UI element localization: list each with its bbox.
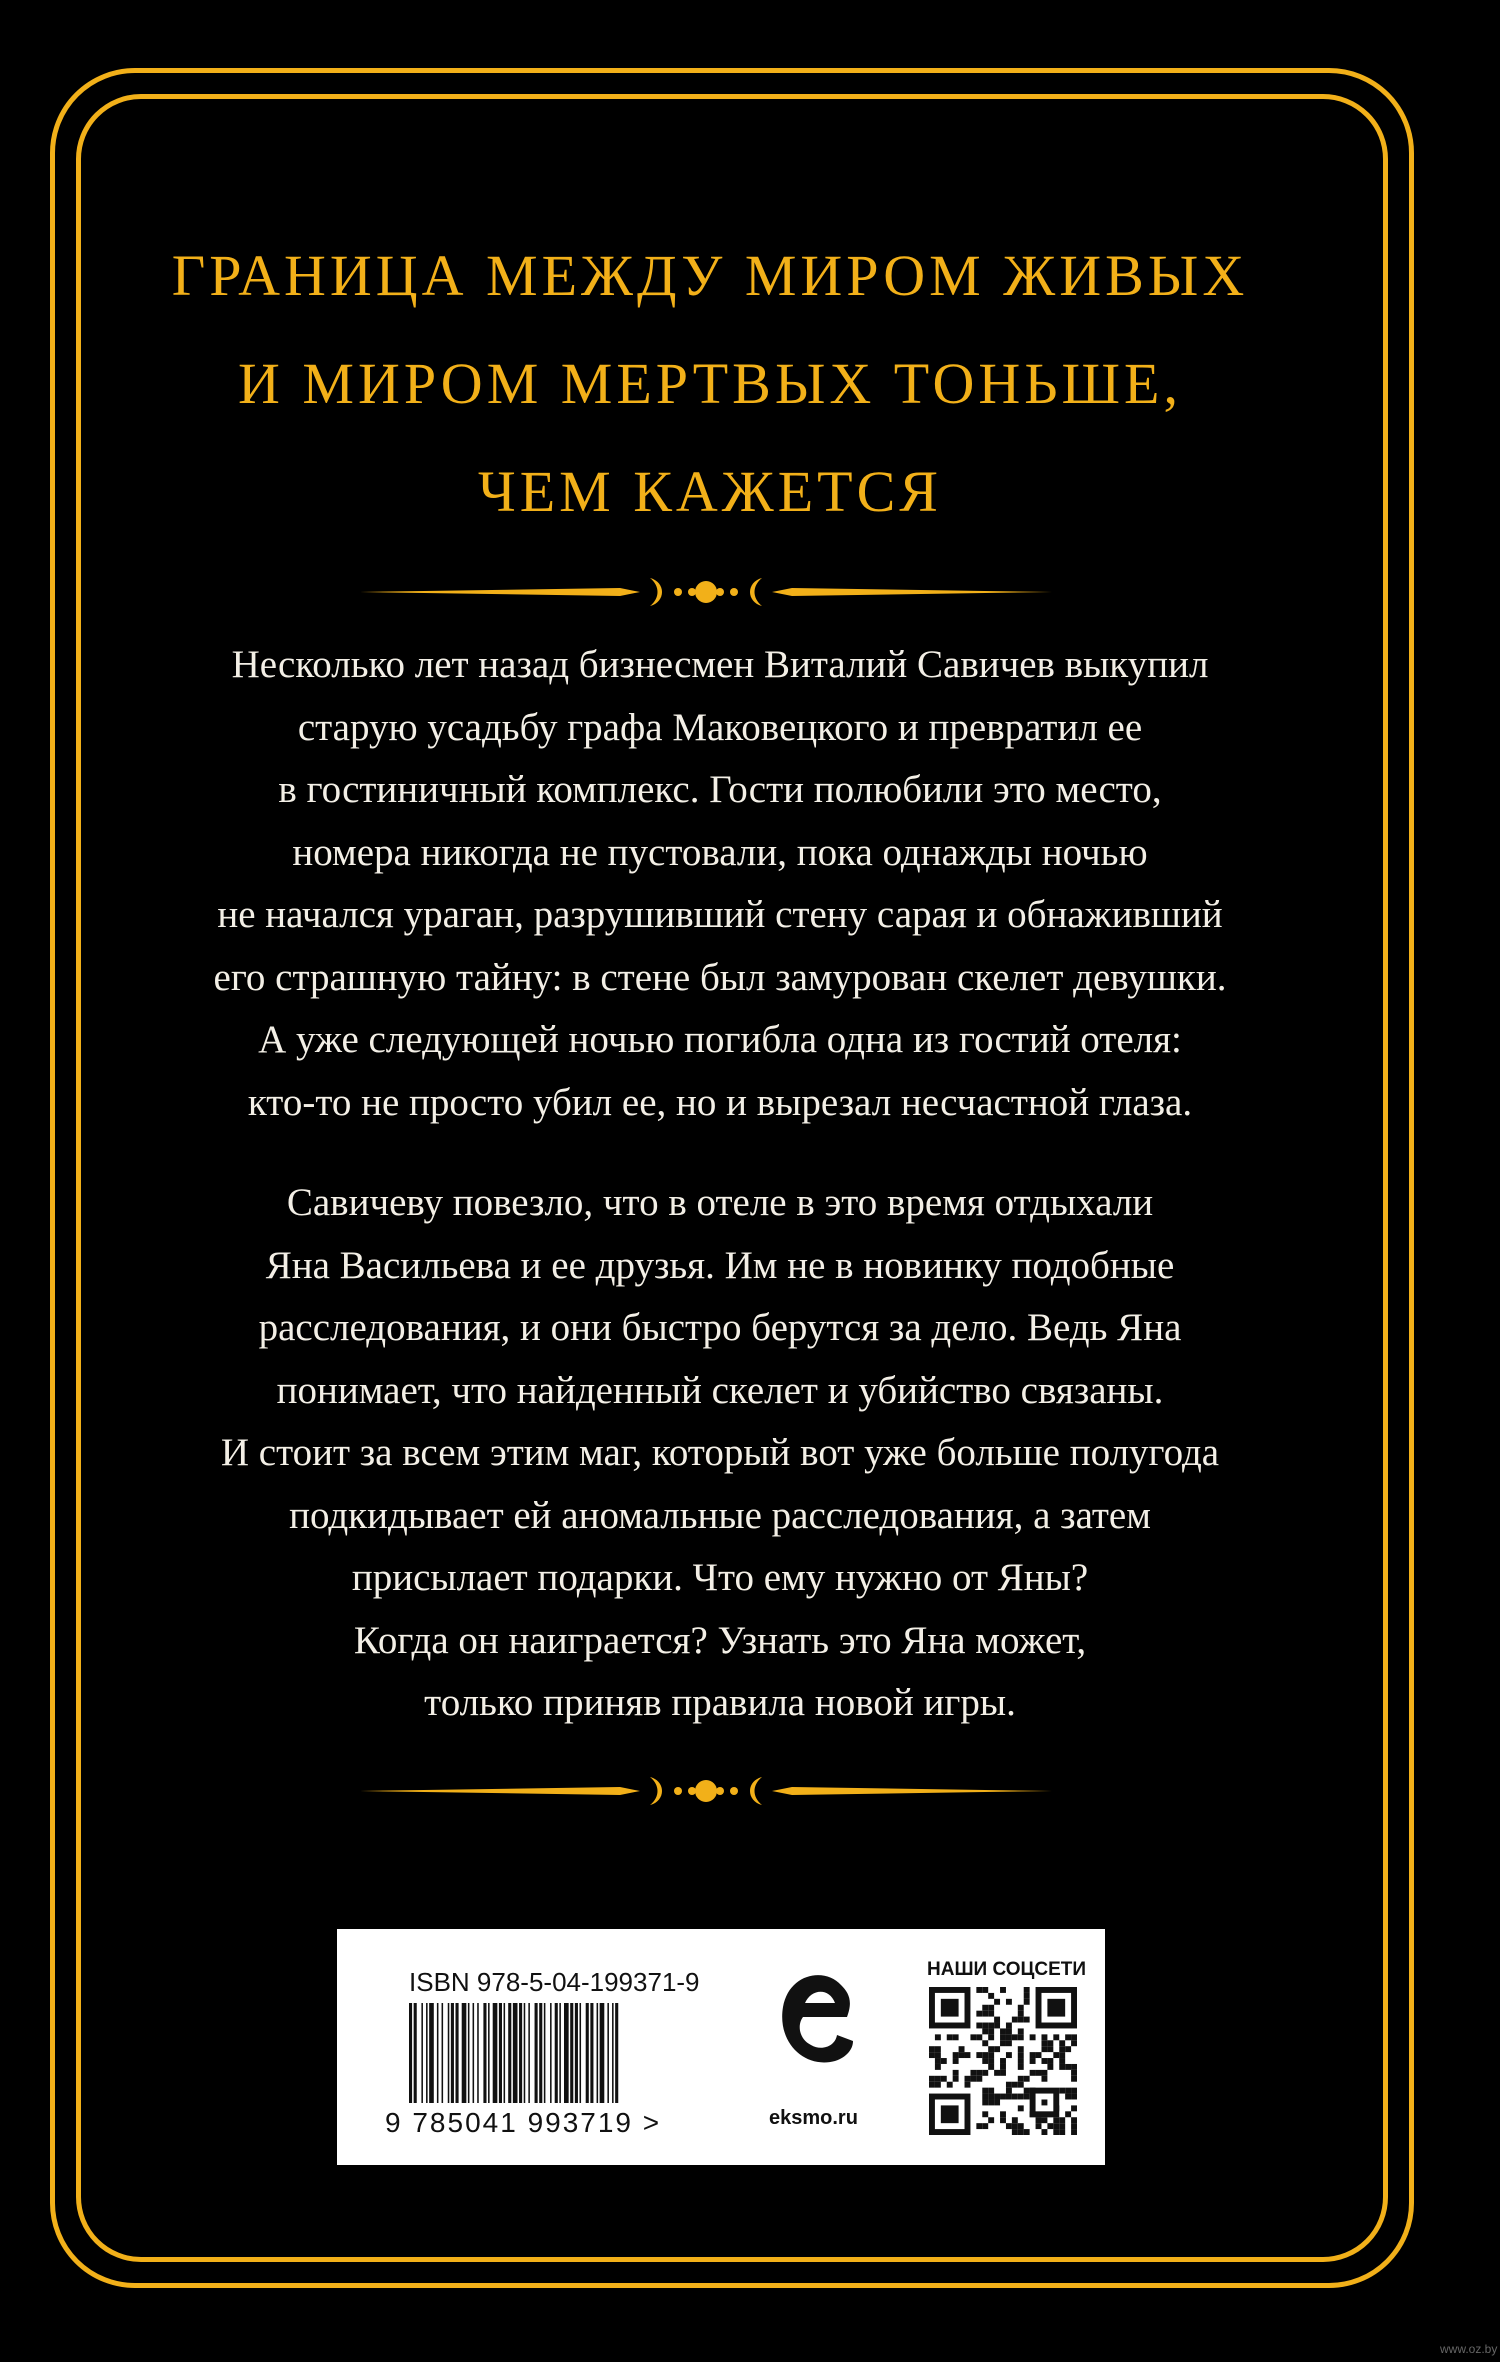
- description-paragraph-2: [100, 1172, 1340, 1735]
- text-line: номера никогда не пустовали, пока однажды ночью: [292, 830, 1148, 874]
- qr-code-icon: [929, 1987, 1077, 2135]
- ornament-divider-top: [360, 572, 1052, 612]
- text-line: И стоит за всем этим маг, который вот уже больше полугода: [220, 1431, 1220, 1474]
- text-line: Когда он наиграется? Узнать это Яна может,: [353, 1618, 1087, 1662]
- text-line: старую усадьбу графа Маковецкого и превратил ее: [297, 705, 1143, 749]
- text-line: А уже следующей ночью погибла одна из гостий отеля:: [258, 1018, 1182, 1061]
- barcode-panel: [337, 1929, 1105, 2165]
- text-line: Яна Васильева и ее друзья. Им не в новинку подобные: [265, 1243, 1175, 1287]
- text-line: расследования, и они быстро берутся за дело. Ведь Яна: [258, 1306, 1182, 1349]
- text-line: Савичеву повезло, что в отеле в это время отдыхали: [286, 1181, 1154, 1224]
- ean-digits: 9 785041 993719 >: [385, 2107, 662, 2138]
- social-label: НАШИ СОЦСЕТИ: [927, 1959, 1087, 1980]
- text-line: Несколько лет назад бизнесмен Виталий Савичев выкупил: [231, 643, 1209, 686]
- headline: [120, 222, 1300, 546]
- headline-line: ЧЕМ КАЖЕТСЯ: [478, 459, 942, 524]
- ornament-divider-bottom: [360, 1771, 1052, 1811]
- headline-line: ГРАНИЦА МЕЖДУ МИРОМ ЖИВЫХ: [171, 243, 1249, 308]
- text-line: подкидывает ей аномальные расследования, а затем: [289, 1493, 1151, 1537]
- text-line: присылает подарки. Что ему нужно от Яны?: [351, 1556, 1089, 1599]
- publisher-site: eksmo.ru: [769, 2107, 858, 2129]
- description-paragraph-1: [100, 634, 1340, 1134]
- isbn-label: ISBN 978-5-04-199371-9: [409, 1967, 700, 1997]
- text-line: только приняв правила новой игры.: [424, 1681, 1016, 1724]
- headline-line: И МИРОМ МЕРТВЫХ ТОНЬШЕ,: [238, 351, 1182, 416]
- text-line: кто-то не просто убил ее, но и вырезал несчастной глаза.: [247, 1080, 1193, 1124]
- eksmo-logo-icon: [775, 1965, 855, 2081]
- text-line: понимает, что найденный скелет и убийство связаны.: [276, 1368, 1164, 1412]
- barcode-icon: [409, 2003, 679, 2103]
- text-line: не начался ураган, разрушивший стену сарая и обнаживший: [217, 893, 1223, 936]
- watermark: www.oz.by: [1440, 2342, 1498, 2356]
- text-line: его страшную тайну: в стене был замурован скелет девушки.: [213, 955, 1227, 999]
- text-line: в гостиничный комплекс. Гости полюбили это место,: [278, 768, 1162, 811]
